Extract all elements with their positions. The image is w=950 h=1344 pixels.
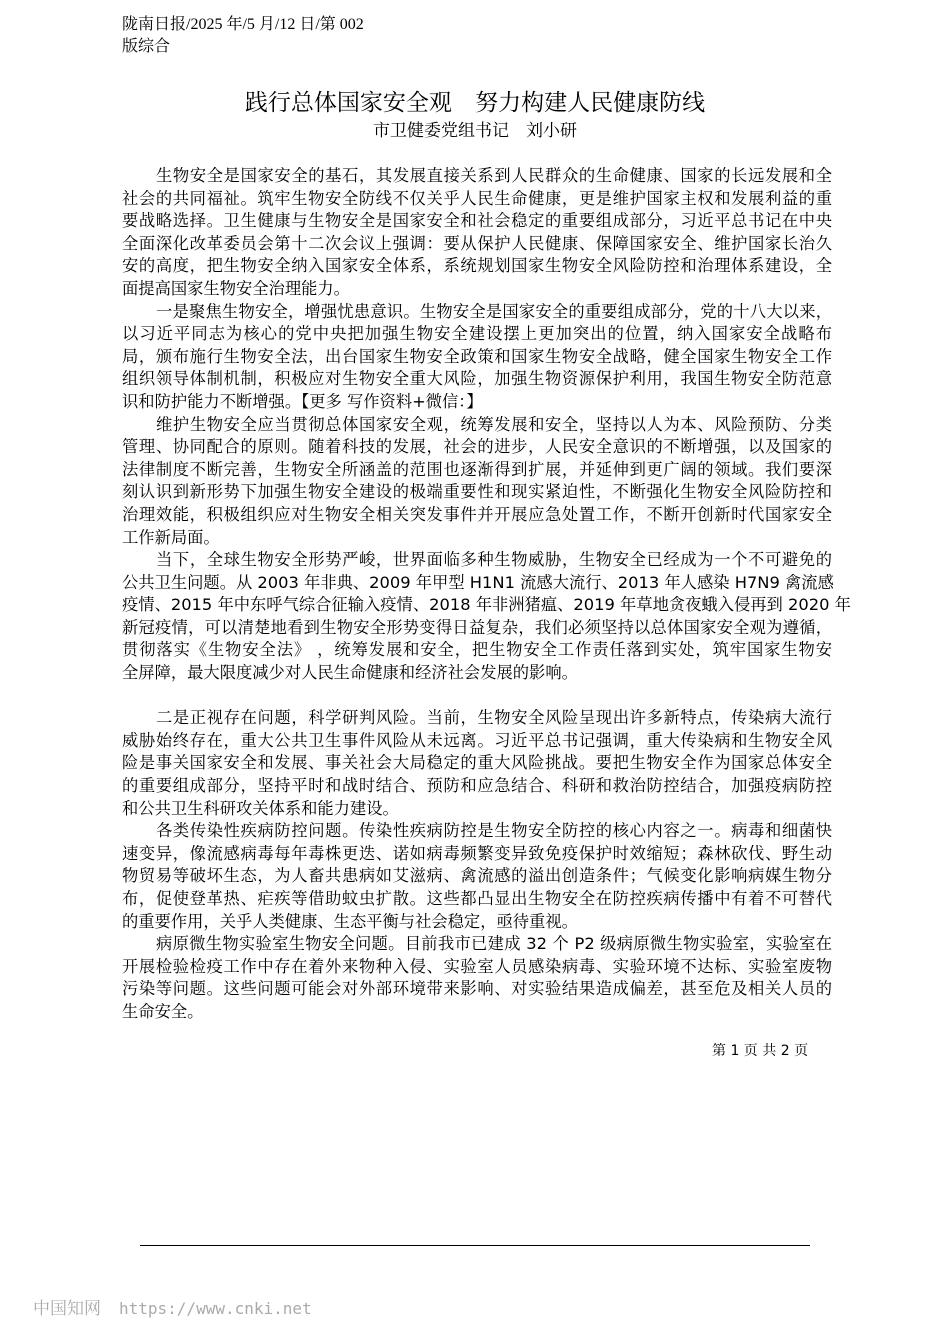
article-author: 市卫健委党组书记 刘小研 (373, 121, 577, 141)
paragraph-line: 生物安全是国家安全的基石，其发展直接关系到人民群众的生命健康、国家的长远发展和全 (156, 166, 832, 185)
paragraph-line: 公共卫生问题。从 2003 年非典、2009 年甲型 H1N1 流感大流行、2013 年人感染 H7N9 禽流感 (122, 572, 834, 592)
source-line-2: 版综合 (122, 38, 171, 55)
source-line-1: 陇南日报/2025 年/5 月/12 日/第 002 (122, 16, 364, 33)
paragraph-line: 组织领导体制机制，积极应对生物安全重大风险，加强生物资源保护利用，我国生物安全防范意 (122, 369, 832, 389)
paragraph-line: 二是正视存在问题，科学研判风险。当前，生物安全风险呈现出许多新特点，传染病大流行 (156, 708, 832, 728)
paragraph-line: 当下，全球生物安全形势严峻，世界面临多种生物威胁，生物安全已经成为一个不可避免的 (156, 550, 832, 570)
watermark-url: https://www.cnki.net (119, 1299, 312, 1318)
paragraph-line: 新冠疫情，可以清楚地看到生物安全形势变得日益复杂，我们必须坚持以总体国家安全观为遵循， (122, 617, 832, 637)
paragraph-line: 的重要组成部分，坚持平时和战时结合、预防和应急结合、科研和救治防控结合，加强疫病防控 (122, 776, 832, 796)
paragraph-line: 和公共卫生科研攻关体系和能力建设。 (122, 798, 399, 818)
paragraph-line: 社会的共同福祉。筑牢生物安全防线不仅关乎人民生命健康，更是维护国家主权和发展利益的重 (122, 188, 832, 208)
paragraph-line: 安的高度，把生物安全纳入国家安全体系，系统规划国家生物安全风险防控和治理体系建设，全 (122, 256, 832, 276)
blank-line (122, 685, 832, 708)
paragraph-line: 识和防护能力不断增强。【更多 写作资料+微信：】 (122, 391, 483, 411)
paragraph-line: 刻认识到新形势下加强生物安全建设的极端重要性和现实紧迫性，不断强化生物安全风险防控和 (122, 482, 832, 502)
paragraph-line: 要战略选择。卫生健康与生物安全是国家安全和社会稳定的重要组成部分，习近平总书记在中央 (122, 211, 832, 231)
paragraph-line: 管理、协同配合的原则。随着科技的发展，社会的进步，人民安全意识的不断增强，以及国家的 (122, 437, 832, 457)
paragraph-line: 一是聚焦生物安全，增强忧患意识。生物安全是国家安全的重要组成部分，党的十八大以来， (156, 301, 832, 321)
paragraph-line: 全面深化改革委员会第十二次会议上强调：要从保护人民健康、保障国家安全、维护国家长治久 (122, 233, 832, 253)
paragraph-line: 以习近平同志为核心的党中央把加强生物安全建设摆上更加突出的位置，纳入国家安全战略布 (122, 324, 832, 344)
article-title (0, 88, 950, 118)
paragraph-line: 布，促使登革热、疟疾等借助蚊虫扩散。这些都凸显出生物安全在防控疾病传播中有着不可替代 (122, 889, 832, 908)
title-part-2: 努力构建人民健康防线 (475, 90, 706, 116)
paragraph-line: 法律制度不断完善，生物安全所涵盖的范围也逐渐得到扩展，并延伸到更广阔的领域。我们要深 (122, 459, 832, 479)
paragraph (122, 707, 832, 820)
paragraph-line: 维护生物安全应当贯彻总体国家安全观，统筹发展和安全，坚持以人为本、风险预防、分类 (156, 414, 832, 434)
paragraph-line: 生命安全。 (122, 1001, 204, 1021)
paragraph-line: 病原微生物实验室生物安全问题。目前我市已建成 32 个 P2 级病原微生物实验室，实验室在 (156, 934, 832, 954)
paragraph-line: 速变异，像流感病毒每年毒株更迭、诺如病毒频繁变异致免疫保护时效缩短；森林砍伐、野生动 (122, 843, 832, 863)
watermark-logo: 中国知网 (33, 1299, 101, 1319)
paragraph-line: 险是事关国家安全和发展、事关社会大局稳定的重大风险挑战。要把生物安全作为国家总体安全 (122, 753, 832, 773)
paragraph (122, 414, 832, 550)
paragraph-line: 开展检验检疫工作中存在着外来物种入侵、实验室人员感染病毒、实验环境不达标、实验室废物 (122, 956, 832, 976)
paragraph (122, 933, 832, 1023)
watermark (33, 1294, 312, 1319)
footer-divider (140, 1245, 810, 1246)
paragraph (122, 549, 851, 685)
title-part-1: 践行总体国家安全观 (244, 90, 452, 116)
paragraph-line: 全屏障，最大限度减少对人民生命健康和经济社会发展的影响。 (122, 663, 578, 683)
page-number: 第 1 页 共 2 页 (712, 1043, 809, 1059)
paragraph-line: 威胁始终存在，重大公共卫生事件风险从未远离。习近平总书记强调，重大传染病和生物安全风 (122, 730, 832, 750)
paragraph-line: 治理效能，积极组织应对生物安全相关突发事件并开展应急处置工作，不断开创新时代国家安全 (122, 504, 832, 524)
paragraph-line: 污染等问题。这些问题可能会对外部环境带来影响、对实验结果造成偏差，甚至危及相关人员的 (122, 979, 832, 999)
paragraph-line: 物贸易等破坏生态，为人畜共患病如艾滋病、禽流感的溢出创造条件；气候变化影响病媒生物分 (122, 866, 832, 886)
paragraph-line: 贯彻落实《生物安全法》 ，统筹发展和安全，把生物安全工作责任落到实处，筑牢国家生物安 (122, 640, 832, 660)
paragraph-line: 各类传染性疾病防控问题。传染性疾病防控是生物安全防控的核心内容之一。病毒和细菌快 (156, 821, 832, 841)
paragraph-line: 的重要作用，关乎人类健康、生态平衡与社会稳定，亟待重视。 (122, 911, 578, 931)
paragraph-line: 疫情、2015 年中东呼气综合征输入疫情、2018 年非洲猪瘟、2019 年草地贪夜蛾入侵再到 2020 年 (122, 595, 851, 615)
source-header (122, 14, 364, 58)
paragraph-line: 局，颁布施行生物安全法，出台国家生物安全政策和国家生物安全战略，健全国家生物安全工作 (122, 346, 832, 366)
paragraph-line: 工作新局面。 (122, 527, 220, 547)
paragraph (122, 820, 832, 933)
paragraph (122, 301, 832, 414)
paragraph-line: 面提高国家生物安全治理能力。 (122, 278, 350, 298)
paragraph (122, 165, 832, 301)
article-body (122, 165, 851, 1024)
